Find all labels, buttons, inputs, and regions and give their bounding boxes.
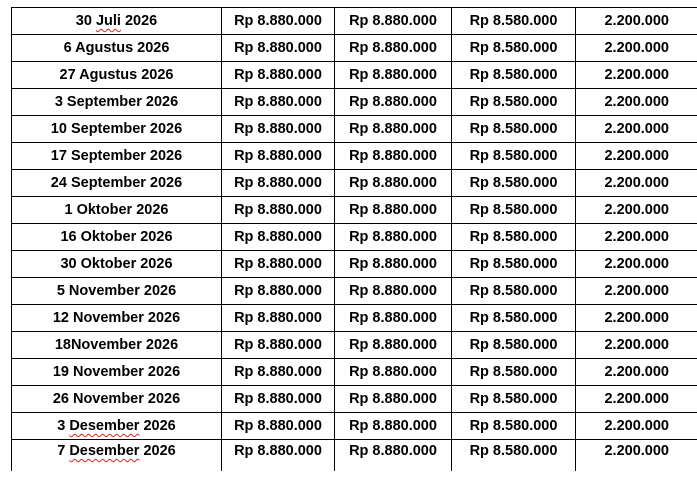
price-cell-1[interactable]: Rp 8.880.000 <box>222 413 335 440</box>
price-cell-2[interactable]: Rp 8.880.000 <box>335 359 452 386</box>
date-cell[interactable] <box>12 386 222 413</box>
date-cell[interactable] <box>12 251 222 278</box>
price-cell-4[interactable]: 2.200.000 <box>576 197 697 224</box>
price-cell-3[interactable]: Rp 8.580.000 <box>452 170 576 197</box>
date-text: 24 September 2026 <box>50 175 183 191</box>
price-cell-4[interactable]: 2.200.000 <box>576 359 697 386</box>
price-cell-3[interactable]: Rp 8.580.000 <box>452 440 576 472</box>
date-text: 3 September 2026 <box>54 94 179 110</box>
price-cell-1[interactable]: Rp 8.880.000 <box>222 386 335 413</box>
spellcheck-flagged-word: Juli <box>95 13 121 29</box>
price-cell-3[interactable]: Rp 8.580.000 <box>452 35 576 62</box>
date-cell[interactable] <box>12 8 222 35</box>
price-cell-2[interactable]: Rp 8.880.000 <box>335 305 452 332</box>
price-cell-4[interactable]: 2.200.000 <box>576 386 697 413</box>
table-row <box>12 62 697 89</box>
price-cell-3[interactable]: Rp 8.580.000 <box>452 251 576 278</box>
price-cell-1[interactable]: Rp 8.880.000 <box>222 197 335 224</box>
table-row <box>12 440 697 472</box>
price-cell-3[interactable]: Rp 8.580.000 <box>452 197 576 224</box>
date-text: 10 September 2026 <box>50 121 183 137</box>
table-row <box>12 413 697 440</box>
price-cell-2[interactable]: Rp 8.880.000 <box>335 197 452 224</box>
price-cell-2[interactable]: Rp 8.880.000 <box>335 413 452 440</box>
price-cell-1[interactable]: Rp 8.880.000 <box>222 170 335 197</box>
price-cell-3[interactable]: Rp 8.580.000 <box>452 386 576 413</box>
spellcheck-flagged-word: Desember <box>69 443 140 459</box>
table-row <box>12 35 697 62</box>
price-cell-4[interactable]: 2.200.000 <box>576 332 697 359</box>
price-cell-1[interactable]: Rp 8.880.000 <box>222 62 335 89</box>
price-cell-3[interactable]: Rp 8.580.000 <box>452 359 576 386</box>
price-cell-1[interactable]: Rp 8.880.000 <box>222 8 335 35</box>
price-cell-2[interactable]: Rp 8.880.000 <box>335 35 452 62</box>
date-text: 30 Oktober 2026 <box>60 256 173 272</box>
date-cell[interactable] <box>12 35 222 62</box>
date-cell[interactable] <box>12 116 222 143</box>
price-cell-1[interactable]: Rp 8.880.000 <box>222 278 335 305</box>
table-row <box>12 386 697 413</box>
price-cell-1[interactable]: Rp 8.880.000 <box>222 332 335 359</box>
price-cell-1[interactable]: Rp 8.880.000 <box>222 359 335 386</box>
date-text: 3 <box>57 418 70 434</box>
table-row <box>12 89 697 116</box>
date-text: 16 Oktober 2026 <box>60 229 173 245</box>
table-row <box>12 251 697 278</box>
date-text: 27 Agustus 2026 <box>59 67 174 83</box>
table-row <box>12 224 697 251</box>
date-text: 12 November 2026 <box>52 310 181 326</box>
price-cell-3[interactable]: Rp 8.580.000 <box>452 8 576 35</box>
date-cell[interactable] <box>12 305 222 332</box>
table-row <box>12 197 697 224</box>
price-cell-4[interactable]: 2.200.000 <box>576 413 697 440</box>
date-cell[interactable] <box>12 359 222 386</box>
date-cell[interactable] <box>12 440 222 472</box>
price-cell-1[interactable]: Rp 8.880.000 <box>222 305 335 332</box>
price-cell-1[interactable]: Rp 8.880.000 <box>222 89 335 116</box>
price-cell-4[interactable]: 2.200.000 <box>576 116 697 143</box>
date-cell[interactable] <box>12 89 222 116</box>
price-cell-3[interactable]: Rp 8.580.000 <box>452 143 576 170</box>
price-cell-3[interactable]: Rp 8.580.000 <box>452 224 576 251</box>
date-cell[interactable] <box>12 278 222 305</box>
date-text: 2026 <box>139 443 176 459</box>
table-row <box>12 8 697 35</box>
price-schedule-table <box>11 7 697 471</box>
price-cell-3[interactable]: Rp 8.580.000 <box>452 413 576 440</box>
price-cell-3[interactable]: Rp 8.580.000 <box>452 116 576 143</box>
date-cell[interactable] <box>12 197 222 224</box>
price-cell-4[interactable]: 2.200.000 <box>576 89 697 116</box>
date-text: 6 Agustus 2026 <box>63 40 170 56</box>
price-cell-2[interactable]: Rp 8.880.000 <box>335 332 452 359</box>
date-cell[interactable] <box>12 224 222 251</box>
price-cell-2[interactable]: Rp 8.880.000 <box>335 440 452 472</box>
table-row <box>12 116 697 143</box>
price-cell-4[interactable]: 2.200.000 <box>576 62 697 89</box>
price-cell-4[interactable]: 2.200.000 <box>576 8 697 35</box>
price-cell-2[interactable]: Rp 8.880.000 <box>335 278 452 305</box>
price-cell-4[interactable]: 2.200.000 <box>576 143 697 170</box>
price-cell-1[interactable]: Rp 8.880.000 <box>222 35 335 62</box>
date-cell[interactable] <box>12 143 222 170</box>
price-cell-4[interactable]: 2.200.000 <box>576 170 697 197</box>
price-cell-2[interactable]: Rp 8.880.000 <box>335 8 452 35</box>
date-cell[interactable] <box>12 62 222 89</box>
date-cell[interactable] <box>12 332 222 359</box>
price-cell-2[interactable]: Rp 8.880.000 <box>335 143 452 170</box>
table-row <box>12 332 697 359</box>
price-cell-2[interactable]: Rp 8.880.000 <box>335 251 452 278</box>
price-cell-3[interactable]: Rp 8.580.000 <box>452 62 576 89</box>
spellcheck-flagged-word: Desember <box>69 418 140 434</box>
price-cell-4[interactable]: 2.200.000 <box>576 440 697 472</box>
price-cell-2[interactable]: Rp 8.880.000 <box>335 89 452 116</box>
table-row <box>12 278 697 305</box>
price-cell-1[interactable]: Rp 8.880.000 <box>222 440 335 472</box>
price-cell-2[interactable]: Rp 8.880.000 <box>335 116 452 143</box>
table-row <box>12 305 697 332</box>
price-cell-3[interactable]: Rp 8.580.000 <box>452 89 576 116</box>
price-cell-2[interactable]: Rp 8.880.000 <box>335 170 452 197</box>
table-row <box>12 143 697 170</box>
price-cell-4[interactable]: 2.200.000 <box>576 278 697 305</box>
price-cell-1[interactable]: Rp 8.880.000 <box>222 224 335 251</box>
price-cell-4[interactable]: 2.200.000 <box>576 251 697 278</box>
price-cell-2[interactable]: Rp 8.880.000 <box>335 62 452 89</box>
date-text: 19 November 2026 <box>52 364 181 380</box>
price-cell-1[interactable]: Rp 8.880.000 <box>222 116 335 143</box>
table-row <box>12 359 697 386</box>
date-text: 2026 <box>139 418 176 434</box>
table-row <box>12 170 697 197</box>
date-text: 18November 2026 <box>54 337 179 353</box>
price-cell-2[interactable]: Rp 8.880.000 <box>335 386 452 413</box>
price-cell-4[interactable]: 2.200.000 <box>576 224 697 251</box>
price-cell-3[interactable]: Rp 8.580.000 <box>452 305 576 332</box>
price-cell-4[interactable]: 2.200.000 <box>576 305 697 332</box>
price-cell-3[interactable]: Rp 8.580.000 <box>452 278 576 305</box>
date-cell[interactable] <box>12 170 222 197</box>
date-text: 2026 <box>120 13 158 29</box>
date-text: 30 <box>75 13 96 29</box>
price-cell-1[interactable]: Rp 8.880.000 <box>222 251 335 278</box>
date-text: 5 November 2026 <box>56 283 177 299</box>
date-text: 26 November 2026 <box>52 391 181 407</box>
price-cell-2[interactable]: Rp 8.880.000 <box>335 224 452 251</box>
price-cell-1[interactable]: Rp 8.880.000 <box>222 143 335 170</box>
table-body <box>12 8 697 472</box>
price-cell-4[interactable]: 2.200.000 <box>576 35 697 62</box>
price-cell-3[interactable]: Rp 8.580.000 <box>452 332 576 359</box>
date-text: 17 September 2026 <box>50 148 183 164</box>
date-text: 1 Oktober 2026 <box>64 202 169 218</box>
date-cell[interactable] <box>12 413 222 440</box>
date-text: 7 <box>57 443 70 459</box>
